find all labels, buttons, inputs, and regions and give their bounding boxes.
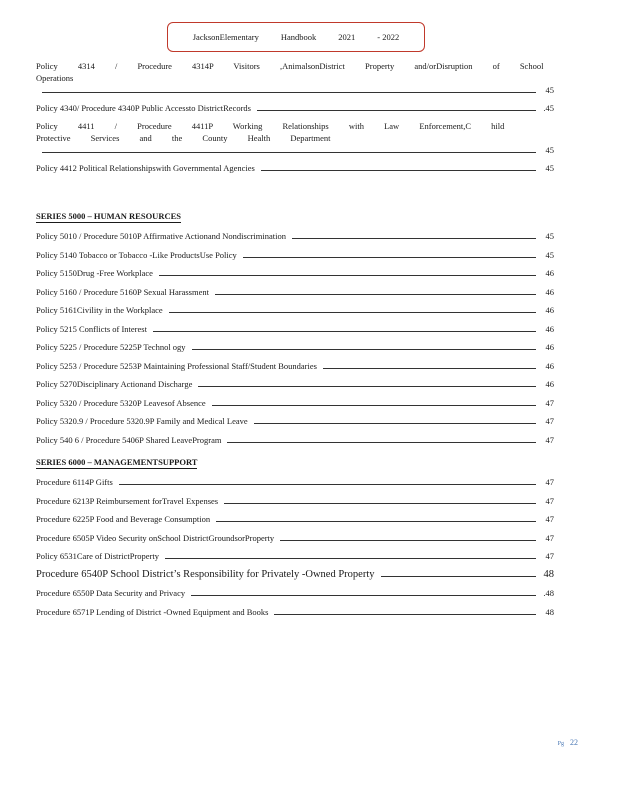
toc-entry-text: Policy 5320.9 / Procedure 5320.9P Family and Medical Leave <box>36 416 248 426</box>
toc-entry-page: 46 <box>545 305 554 315</box>
year-end: - 2022 <box>377 32 400 42</box>
toc-entry-page: .45 <box>543 103 554 113</box>
toc-entry <box>36 587 554 599</box>
toc-entry <box>36 102 554 114</box>
toc-entry-text: Policy 5225 / Procedure 5225P Technol ogy <box>36 342 186 352</box>
toc-entry-text: Policy 5010 / Procedure 5010P Affirmative Actionand Nondiscrimination <box>36 231 287 241</box>
toc-entry <box>36 378 554 390</box>
toc-entry <box>36 267 554 279</box>
toc-entry-page: 46 <box>545 286 554 297</box>
toc-entry-text: Policy 5150Drug -Free Workplace <box>36 268 153 278</box>
toc-entry <box>36 60 554 96</box>
toc-entry-page: 46 <box>545 360 554 371</box>
toc-entry <box>36 360 554 372</box>
toc-entry-text: Procedure 6505P Video Security onSchool DistrictGroundsorProperty <box>36 532 275 543</box>
toc-entry <box>36 532 554 544</box>
table-of-contents <box>36 60 554 624</box>
toc-entry <box>36 513 554 525</box>
toc-entry-page: 46 <box>545 323 554 334</box>
toc-entry <box>36 341 554 353</box>
toc-entry-text: Policy 5161Civility in the Workplace <box>36 305 163 315</box>
toc-entry-page: 45 <box>545 231 554 241</box>
toc-entry-text: Policy 4412 Political Relationshipswith Governmental Agencies <box>36 163 255 173</box>
toc-entry <box>36 286 554 298</box>
toc-entry-text: Policy 5140 Tobacco or Tobacco -Like ProductsUse Policy <box>36 249 237 260</box>
toc-entry-page: 47 <box>545 514 554 524</box>
toc-entry-page: 47 <box>545 434 554 445</box>
toc-entry <box>36 120 554 156</box>
toc-entry-text: Policy 5160 / Procedure 5160P Sexual Harassment <box>36 286 209 297</box>
toc-entry <box>36 162 554 174</box>
school-name: JacksonElementary <box>192 32 259 42</box>
handbook-header <box>167 22 425 52</box>
toc-entry-page: .48 <box>543 588 554 598</box>
toc-entry-text: Procedure 6571P Lending of District -Owned Equipment and Books <box>36 606 269 617</box>
page-num: 22 <box>570 738 578 747</box>
toc-entry-page: 48 <box>543 568 554 580</box>
toc-entry-text: Policy 4340/ Procedure 4340P Public Accessto DistrictRecords <box>36 103 251 113</box>
toc-entry <box>36 230 554 242</box>
toc-entry-text: Policy 5320 / Procedure 5320P Leavesof Absence <box>36 397 206 408</box>
toc-entry <box>36 495 554 507</box>
toc-entry <box>36 606 554 618</box>
toc-entry <box>36 323 554 335</box>
toc-entry-text: Policy 6531Care of DistrictProperty <box>36 551 159 561</box>
toc-entry-text: Procedure 6550P Data Security and Privacy <box>36 588 186 598</box>
toc-entry-text: Policy 4314 / Procedure 4314P Visitors ,AnimalsonDistrict Property and/orDisruption of School Operations <box>36 61 544 83</box>
toc-entry-page: 47 <box>545 397 554 408</box>
toc-entry-page: 45 <box>545 85 554 95</box>
toc-entry-page: 47 <box>545 416 554 426</box>
page-number <box>558 738 578 747</box>
toc-entry-text: Policy 5253 / Procedure 5253P Maintaining Professional Staff/Student Boundaries <box>36 360 317 371</box>
toc-entry-page: 47 <box>545 532 554 543</box>
toc-entry-page: 47 <box>545 495 554 506</box>
toc-entry-text: Procedure 6114P Gifts <box>36 477 113 487</box>
toc-entry-text: Procedure 6213P Reimbursement forTravel Expenses <box>36 495 219 506</box>
series-6000-heading: SERIES 6000 – MANAGEMENTSUPPORT <box>36 457 198 467</box>
toc-entry-text: Policy 4411 / Procedure 4411P Working Relationships with Law Enforcement,C hild Protective Services and the County Health Department <box>36 121 505 143</box>
toc-entry-page: 45 <box>545 145 554 155</box>
toc-entry-text: Policy 5215 Conflicts of Interest <box>36 323 147 334</box>
toc-entry <box>36 415 554 427</box>
toc-entry-page: 45 <box>545 163 554 173</box>
toc-entry-page: 47 <box>545 551 554 561</box>
toc-entry-page: 48 <box>545 606 554 617</box>
toc-entry-page: 45 <box>545 249 554 260</box>
toc-entry <box>36 476 554 488</box>
toc-entry <box>36 304 554 316</box>
year-start: 2021 <box>338 32 356 42</box>
toc-entry <box>36 550 554 562</box>
toc-entry-text: Policy 540 6 / Procedure 5406P Shared LeaveProgram <box>36 434 222 445</box>
page-abbr: Pg <box>557 741 564 747</box>
toc-entry-page: 46 <box>545 342 554 352</box>
toc-entry <box>36 249 554 261</box>
toc-entry-text: Procedure 6225P Food and Beverage Consumption <box>36 514 211 524</box>
toc-entry <box>36 569 554 581</box>
doc-name: Handbook <box>280 32 317 42</box>
toc-entry-page: 47 <box>545 477 554 487</box>
series-5000-heading: SERIES 5000 – HUMAN RESOURCES <box>36 211 181 221</box>
toc-entry <box>36 397 554 409</box>
toc-entry <box>36 434 554 446</box>
toc-entry-text: Policy 5270Disciplinary Actionand Discharge <box>36 379 193 389</box>
toc-entry-page: 46 <box>545 379 554 389</box>
toc-entry-page: 46 <box>545 268 554 278</box>
toc-entry-text: Procedure 6540P School District’s Responsibility for Privately -Owned Property <box>36 568 375 580</box>
